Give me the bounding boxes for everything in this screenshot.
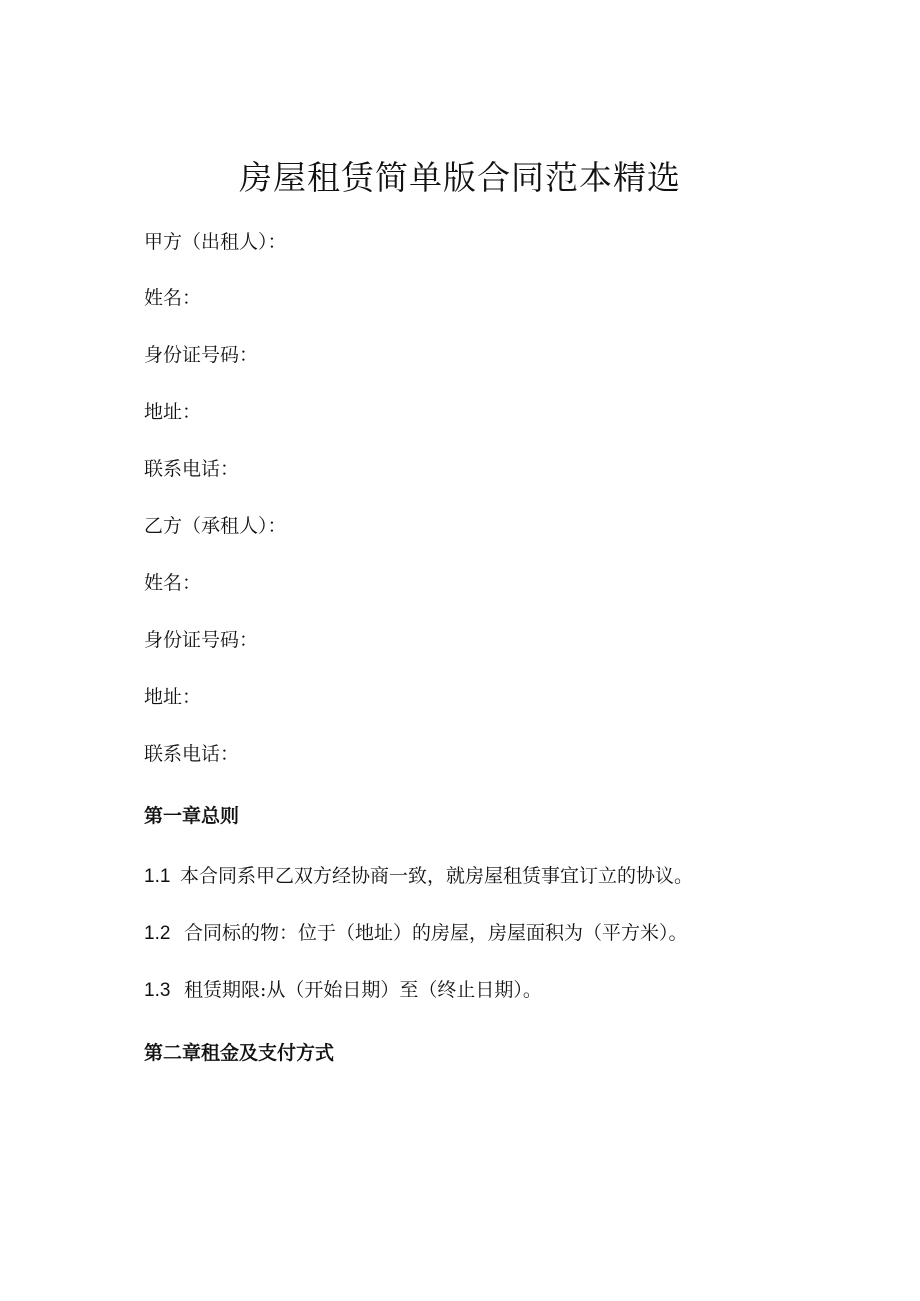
party-a-name-field: 姓名： (144, 287, 202, 309)
clause-number: 1.2 (144, 923, 171, 944)
party-b-id-field: 身份证号码： (144, 629, 259, 651)
clause-number: 1.1 (144, 866, 171, 887)
clause-1-2 (144, 920, 688, 947)
clause-text: 租赁期限:从（开始日期）至（终止日期）。 (184, 979, 542, 1001)
party-a-id-field: 身份证号码： (144, 344, 259, 366)
document-title: 房屋租赁简单版合同范本精选 (239, 158, 681, 197)
clause-text: 合同标的物：位于（地址）的房屋，房屋面积为（平方米）。 (184, 922, 688, 944)
clause-number: 1.3 (144, 980, 171, 1001)
party-b-heading: 乙方（承租人）： (144, 515, 287, 537)
party-a-phone-field: 联系电话： (144, 458, 240, 480)
party-b-name-field: 姓名： (144, 572, 202, 594)
clause-text: 本合同系甲乙双方经协商一致，就房屋租赁事宜订立的协议。 (180, 865, 694, 887)
chapter-1-title: 第一章总则 (144, 805, 240, 827)
chapter-2-title: 第二章租金及支付方式 (144, 1042, 335, 1064)
party-b-address-field: 地址： (144, 686, 202, 708)
party-a-address-field: 地址： (144, 401, 202, 423)
clause-1-3 (144, 977, 542, 1004)
party-b-phone-field: 联系电话： (144, 743, 240, 765)
clause-1-1 (144, 863, 693, 890)
party-a-heading: 甲方（出租人）： (144, 231, 287, 253)
